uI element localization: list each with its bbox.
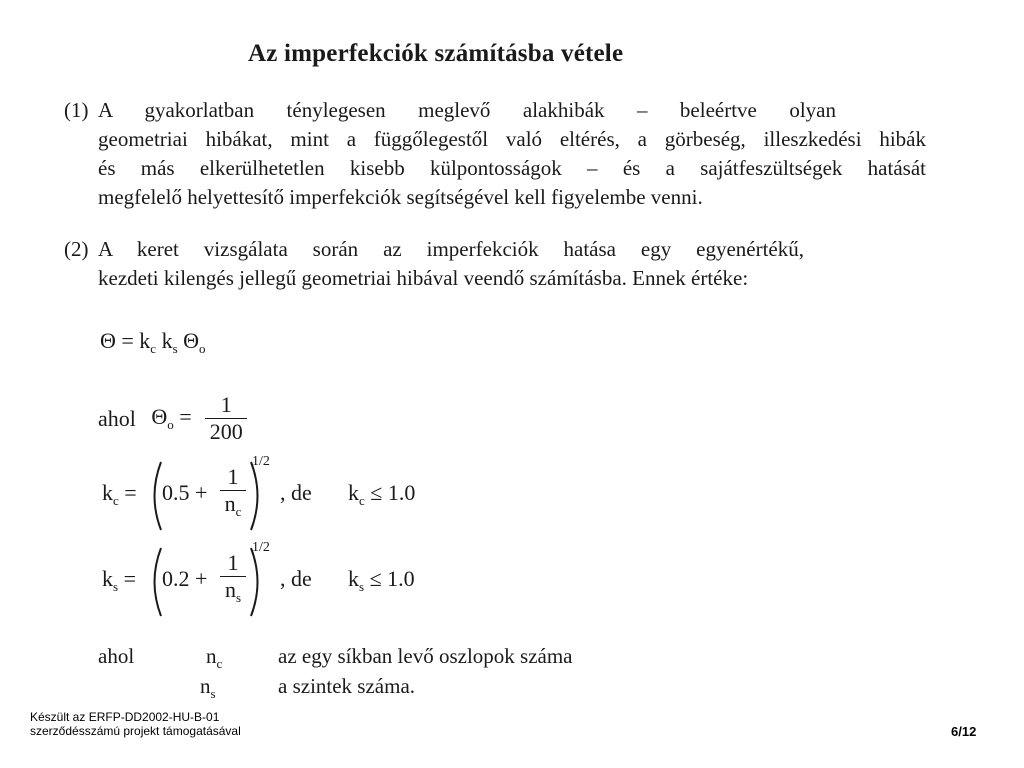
definitions-ahol: ahol — [98, 644, 135, 668]
definition-symbol: $n_c$ — [206, 644, 223, 671]
paragraph-line: A keret vizsgálata során az imperfekciók hatása egy egyenértékű, — [98, 237, 804, 261]
page-number: 6/12 — [951, 724, 977, 739]
footer-line: szerződésszámú projekt támogatásával — [30, 724, 241, 738]
paragraph-line: megfelelő helyettesítő imperfekciók segítségével kell figyelembe venni. — [98, 185, 703, 209]
right-paren — [246, 460, 266, 532]
paragraph-number: (2) — [64, 237, 89, 261]
paragraph-2 — [64, 235, 926, 297]
definition-symbol: $n_s$ — [200, 674, 216, 701]
definitions — [98, 642, 638, 706]
footer-credit — [30, 710, 241, 738]
formula-ks: $k_s$ = 0.2 + 1 $n_s$ 1/2 , de $k_s \le 1.0$ — [102, 546, 442, 616]
definition-text: a szintek száma. — [278, 674, 416, 698]
right-paren — [246, 546, 266, 618]
paragraph-number: (1) — [64, 98, 89, 122]
definition-text: az egy síkban levő oszlopok száma — [278, 644, 573, 668]
formula-kc: $k_c$ = 0.5 + 1 $n_c$ 1/2 , de $k_c \le 1.0$ — [102, 460, 442, 530]
footer-line: Készült az ERFP-DD2002-HU-B-01 — [30, 710, 220, 724]
page-title: Az imperfekciók számításba vétele — [248, 40, 624, 67]
paragraph-line: geometriai hibákat, mint a függőlegestől való eltérés, a görbeség, illeszkedési hibák — [98, 127, 926, 151]
paragraph-1 — [64, 96, 926, 216]
formula-theta0: ahol $\Theta_o$ = $\frac{1}{200}$ — [98, 392, 247, 445]
paragraph-line: kezdeti kilengés jellegű geometriai hibával veendő számításba. Ennek értéke: — [98, 266, 749, 290]
paragraph-line: A gyakorlatban ténylegesen meglevő alakhibák – beleértve olyan — [98, 98, 836, 122]
paragraph-line: és más elkerülhetetlen kisebb külpontosságok – és a sajátfeszültségek hatását — [98, 156, 926, 180]
formula-theta: $\Theta = k_c$ $k_s$ $\Theta_o$ — [100, 328, 206, 356]
